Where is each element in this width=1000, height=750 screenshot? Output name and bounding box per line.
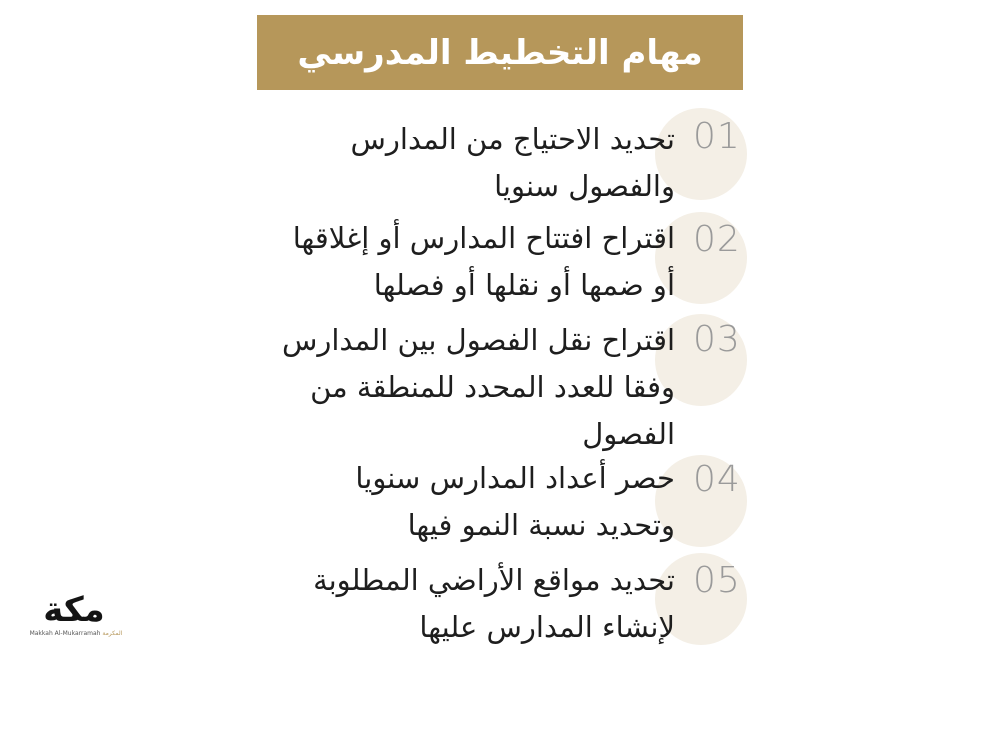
item-number: 03 xyxy=(693,319,741,360)
item-number: 02 xyxy=(693,219,741,260)
item-text xyxy=(255,317,675,458)
logo-subtitle xyxy=(26,630,126,637)
item-line: لإنشاء المدارس عليها xyxy=(419,610,675,644)
item-line: وتحديد نسبة النمو فيها xyxy=(407,508,675,542)
page-title: مهام التخطيط المدرسي xyxy=(297,32,703,73)
logo-subtitle-arabic: المكرمة xyxy=(102,630,123,637)
item-line: تحديد الاحتياج من المدارس xyxy=(350,122,675,156)
item-text xyxy=(255,455,675,549)
item-line: أو ضمها أو نقلها أو فصلها xyxy=(373,268,675,302)
item-number: 01 xyxy=(693,116,741,157)
item-line: الفصول xyxy=(582,417,675,451)
item-line: حصر أعداد المدارس سنويا xyxy=(355,461,675,495)
title-banner xyxy=(257,15,743,90)
item-line: اقتراح افتتاح المدارس أو إغلاقها xyxy=(292,221,675,255)
item-line: وفقا للعدد المحدد للمنطقة من xyxy=(310,370,675,404)
item-text xyxy=(255,557,675,651)
item-text xyxy=(255,116,675,210)
item-line: تحديد مواقع الأراضي المطلوبة xyxy=(313,563,675,597)
logo-wordmark: مكة xyxy=(43,590,105,630)
item-text xyxy=(255,215,675,309)
logo xyxy=(22,592,132,644)
item-number: 05 xyxy=(693,560,741,601)
logo-subtitle-latin: Makkah Al-Mukarramah xyxy=(29,630,101,637)
item-line: والفصول سنويا xyxy=(494,169,675,203)
item-line: اقتراح نقل الفصول بين المدارس xyxy=(281,323,675,357)
item-number: 04 xyxy=(693,459,741,500)
